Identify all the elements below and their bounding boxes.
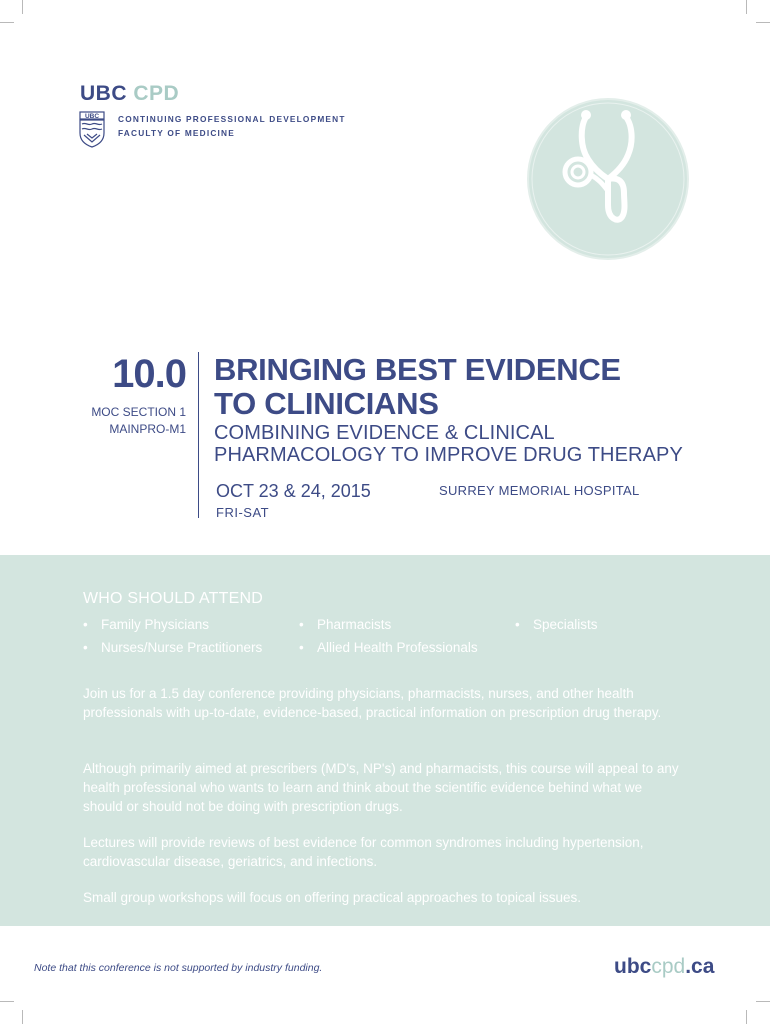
cpd-text: CPD <box>133 82 180 105</box>
crop-mark <box>22 0 23 14</box>
site-part-ubc: ubc <box>614 955 652 978</box>
event-days: FRI-SAT <box>216 505 270 520</box>
event-venue: SURREY MEMORIAL HOSPITAL <box>439 483 640 498</box>
crest-label: UBC <box>84 113 100 120</box>
cpd-line-1: CONTINUING PROFESSIONAL DEVELOPMENT <box>118 114 346 124</box>
stethoscope-icon <box>522 95 698 263</box>
ubc-cpd-wordmark <box>80 82 179 106</box>
credit-block <box>70 352 186 438</box>
crop-mark <box>746 0 747 14</box>
description-paragraph: Join us for a 1.5 day conference providing physicians, pharmacists, nurses, and other health professionals with up-to-date, evidence-based, practical information on prescription drug therapy. <box>83 686 662 720</box>
page-title <box>214 353 621 421</box>
bullet: • <box>83 640 88 655</box>
cpd-department <box>118 112 346 140</box>
credit-type-1: MOC SECTION 1 <box>91 405 186 419</box>
audience-item <box>515 617 598 632</box>
audience-label: Pharmacists <box>317 617 392 632</box>
site-part-tld: .ca <box>685 955 715 978</box>
subtitle <box>214 422 683 466</box>
description-paragraph: Although primarily aimed at prescribers (MD's, NP's) and pharmacists, this course will appeal to any health professional who wants to learn and think about the scientific evidence behind what we should or should not be doing with prescription drugs. <box>83 761 679 814</box>
bullet: • <box>299 617 304 632</box>
credit-type-2: MAINPRO-M1 <box>109 422 186 436</box>
attend-heading: WHO SHOULD ATTEND <box>83 590 264 607</box>
audience-item <box>83 617 209 632</box>
subtitle-line-2: PHARMACOLOGY TO IMPROVE DRUG THERAPY <box>214 444 683 466</box>
credit-hours: 10.0 <box>112 352 186 396</box>
audience-item <box>299 640 478 655</box>
crop-mark <box>756 22 770 23</box>
crop-mark <box>0 1001 14 1002</box>
subtitle-line-1: COMBINING EVIDENCE & CLINICAL <box>214 422 555 444</box>
crop-mark <box>0 22 14 23</box>
description-paragraph: Lectures will provide reviews of best evidence for common syndromes including hypertension, cardiovascular disease, geriatrics, and infections. <box>83 835 644 869</box>
crop-mark <box>22 1010 23 1024</box>
title-line-2: TO CLINICIANS <box>214 386 439 421</box>
audience-item <box>83 640 262 655</box>
audience-label: Specialists <box>533 617 598 632</box>
cpd-line-2: FACULTY OF MEDICINE <box>118 128 235 138</box>
description-paragraph: Small group workshops will focus on offering practical approaches to topical issues. <box>83 890 582 905</box>
audience-label: Nurses/Nurse Practitioners <box>101 640 263 655</box>
title-line-1: BRINGING BEST EVIDENCE <box>214 352 621 387</box>
site-part-cpd: cpd <box>651 955 686 978</box>
audience-label: Family Physicians <box>101 617 210 632</box>
event-date: OCT 23 & 24, 2015 <box>216 481 371 501</box>
crop-mark <box>756 1001 770 1002</box>
bullet: • <box>83 617 88 632</box>
bullet: • <box>299 640 304 655</box>
crop-mark <box>746 1010 747 1024</box>
funding-note: Note that this conference is not supported by industry funding. <box>34 962 323 974</box>
ubc-crest-icon <box>79 111 105 148</box>
bullet: • <box>515 617 520 632</box>
ubc-text: UBC <box>80 82 127 105</box>
website-link[interactable] <box>614 955 714 979</box>
audience-item <box>299 617 391 632</box>
divider-line <box>198 352 199 518</box>
audience-label: Allied Health Professionals <box>317 640 478 655</box>
